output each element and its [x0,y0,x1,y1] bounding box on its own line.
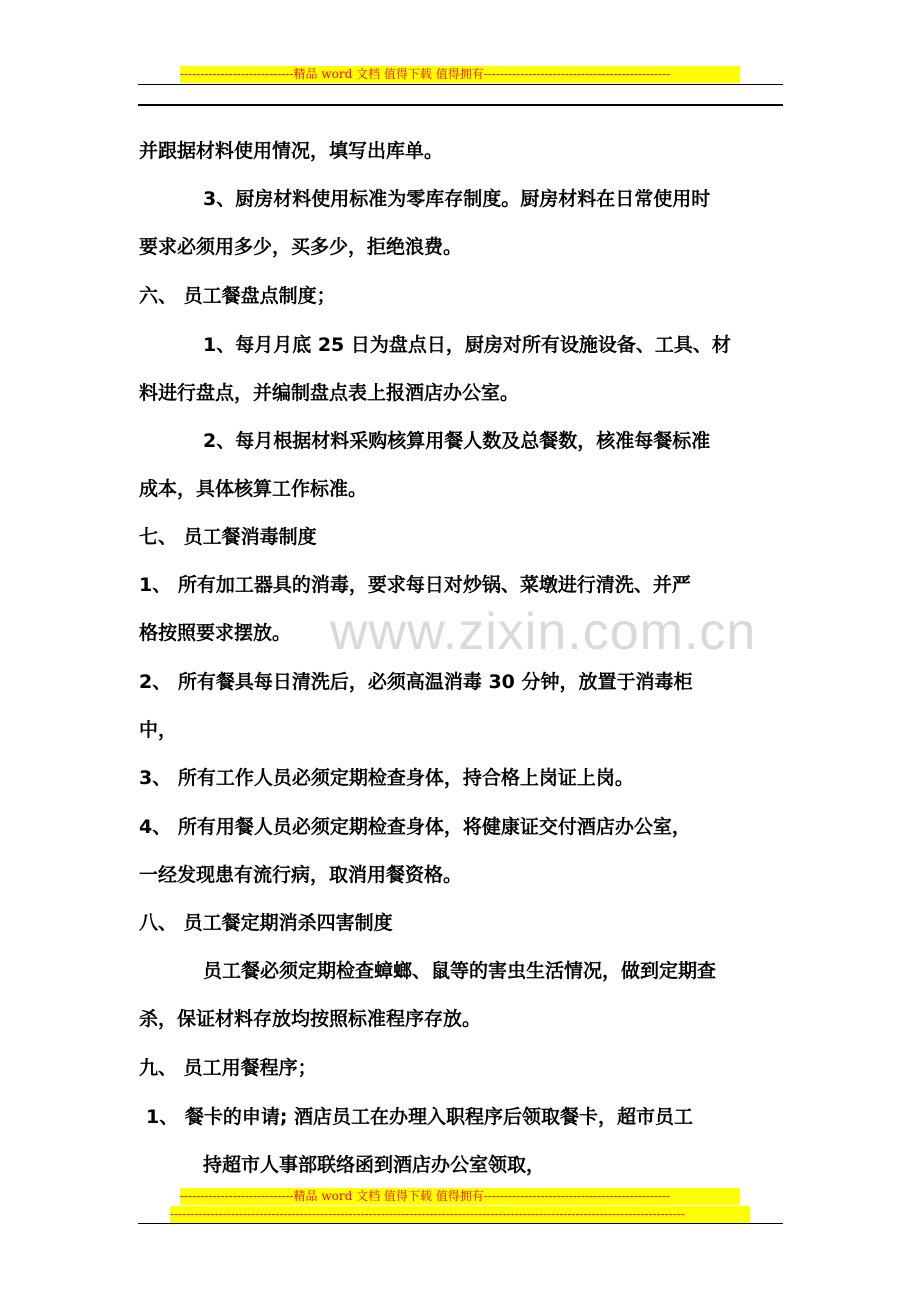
text-line: 3、 所有工作人员必须定期检查身体，持合格上岗证上岗。 [139,767,634,789]
text-line: 要求必须用多少，买多少，拒绝浪费。 [139,236,463,258]
text-line: 料进行盘点，并编制盘点表上报酒店办公室。 [139,382,520,404]
text-line: 成本，具体核算工作标准。 [139,478,368,500]
text-line: 1、每月月底 25 日为盘点日，厨房对所有设施设备、工具、材 [203,334,731,356]
text-line: 2、 所有餐具每日清洗后，必须高温消毒 30 分钟，放置于消毒柜 [139,671,693,693]
footer-banner-dashes: ------------------------------------------------------------------------------------------------------------------------------- [170,1206,750,1223]
text-line: 4、 所有用餐人员必须定期检查身体，将健康证交付酒店办公室， [139,816,691,838]
text-line: 1、 所有加工器具的消毒，要求每日对炒锅、菜墩进行清洗、并严 [139,574,691,596]
section-heading: 九、 员工用餐程序； [139,1057,317,1079]
header-banner: ----------------------------精品 word 文档 值得下载 值得拥有---------------------------------------------- [180,66,740,83]
text-line: 3、厨房材料使用标准为零库存制度。厨房材料在日常使用时 [203,188,711,210]
section-heading: 七、 员工餐消毒制度 [139,526,317,548]
text-line: 一经发现患有流行病，取消用餐资格。 [139,864,463,886]
text-line: 并跟据材料使用情况，填写出库单。 [139,140,444,162]
text-line: 2、每月根据材料采购核算用餐人数及总餐数，核准每餐标准 [203,430,711,452]
text-line: 杀，保证材料存放均按照标准程序存放。 [139,1008,482,1030]
section-heading: 八、 员工餐定期消杀四害制度 [139,912,393,934]
footer-rule [138,1223,783,1224]
footer-banner: ----------------------------精品 word 文档 值得下载 值得拥有---------------------------------------------- [180,1188,740,1205]
text-line: 持超市人事部联络函到酒店办公室领取， [203,1154,546,1176]
header-rule [138,84,783,85]
header-rule-thick [138,104,783,106]
watermark: www.zixin.com.cn [330,603,757,661]
text-line: 1、 餐卡的申请; 酒店员工在办理入职程序后领取餐卡，超市员工 [146,1106,694,1128]
text-line: 中， [139,719,178,741]
section-heading: 六、 员工餐盘点制度； [139,285,336,307]
text-line: 格按照要求摆放。 [139,622,292,644]
text-line: 员工餐必须定期检查蟑螂、鼠等的害虫生活情况，做到定期查 [203,960,717,982]
